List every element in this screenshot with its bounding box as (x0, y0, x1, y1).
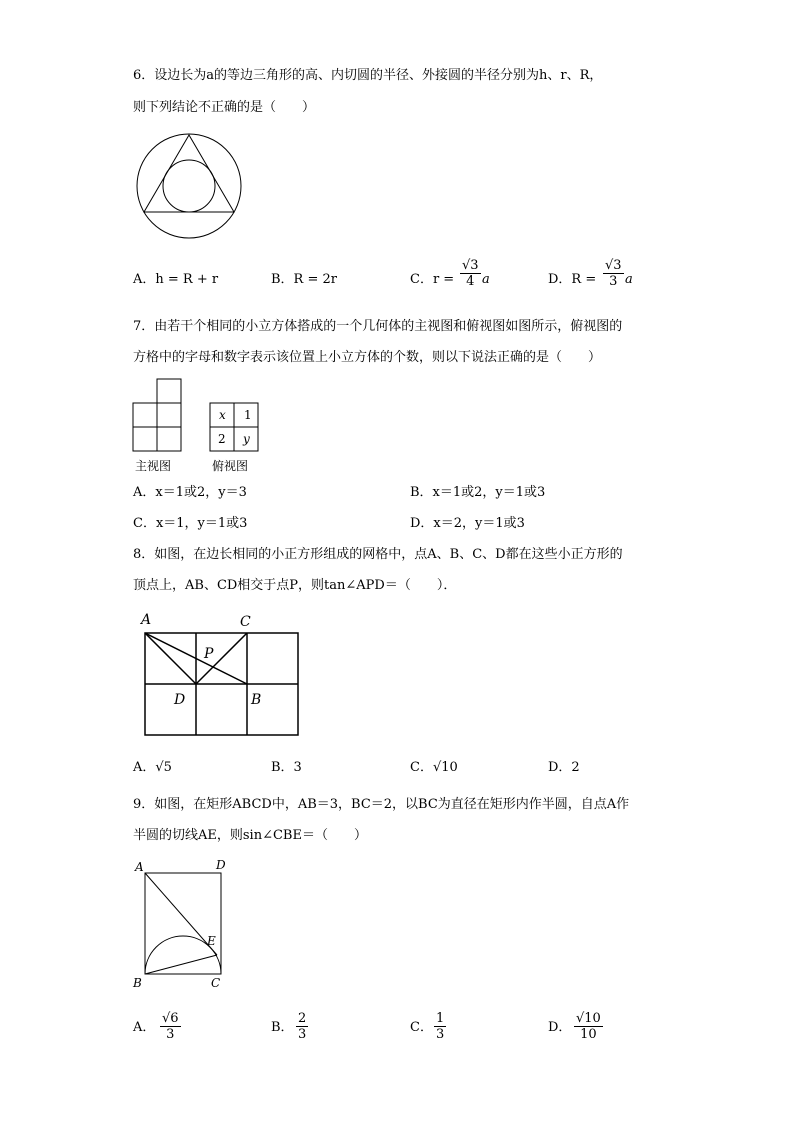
q7-top-view-label: 俯视图 (212, 459, 249, 473)
q9-option-c-prefix: C． (410, 1020, 433, 1035)
q6-option-c-num: √3 (462, 258, 479, 273)
q9-option-a-num: √6 (162, 1011, 179, 1026)
q9-label-b: B (133, 976, 142, 990)
q7-option-a: A．x＝1或2，y＝3 (133, 485, 247, 500)
q9-option-d-num: √10 (576, 1011, 601, 1026)
segment-ad (145, 633, 196, 684)
q6-option-a: A．h = R + r (133, 272, 219, 287)
q7-top-view (209, 402, 261, 454)
q6-option-d-fraction (603, 258, 624, 289)
q8-label-d: D (174, 692, 186, 708)
q6-stem-line1: 6．设边长为a的等边三角形的高、内切圆的半径、外接圆的半径分别为h、r、R， (133, 68, 603, 83)
q6-option-b: B．R = 2r (271, 272, 337, 287)
segment-be (145, 955, 217, 974)
q7-grid-2: 2 (218, 432, 226, 446)
q6-option-d-num: √3 (605, 258, 622, 273)
q7-grid-1: 1 (244, 408, 252, 422)
q9-label-d: D (216, 858, 226, 872)
q8-stem-line2: 顶点上，AB、CD相交于点P，则tan∠APD＝（ ）． (133, 578, 457, 593)
incircle (163, 160, 215, 212)
q9-option-a-prefix: A． (133, 1020, 156, 1035)
q9-option-d-fraction (574, 1011, 603, 1042)
q9-stem-line1: 9．如图，在矩形ABCD中，AB＝3，BC＝2，以BC为直径在矩形内作半圆，自点A作 (133, 797, 630, 812)
q6-option-c-var: a (482, 272, 490, 287)
q9-label-e: E (207, 934, 216, 948)
q9-option-b-den: 3 (298, 1027, 307, 1042)
q7-front-view-label: 主视图 (135, 459, 172, 473)
circumcircle (137, 134, 241, 238)
q9-label-c: C (211, 976, 221, 990)
q6-figure-circles-triangle (135, 130, 245, 240)
q8-label-p: P (204, 646, 214, 662)
q8-stem-line1: 8．如图，在边长相同的小正方形组成的网格中，点A、B、C、D都在这些小正方形的 (133, 547, 623, 562)
q8-option-b: B．3 (271, 760, 302, 775)
q7-stem-line1: 7．由若干个相同的小立方体搭成的一个几何体的主视图和俯视图如图所示，俯视图的 (133, 319, 623, 334)
q7-option-d: D．x＝2，y＝1或3 (410, 516, 525, 531)
q8-option-c: C．√10 (410, 760, 458, 775)
q9-option-c-den: 3 (436, 1027, 445, 1042)
q8-option-a: A．√5 (133, 760, 172, 775)
q8-label-c: C (240, 614, 251, 630)
equilateral-triangle (144, 135, 234, 212)
q9-option-b-prefix: B． (271, 1020, 294, 1035)
q9-option-a-den: 3 (166, 1027, 175, 1042)
q6-option-d-var: a (625, 272, 633, 287)
q7-grid-y: y (243, 432, 250, 446)
q6-option-c-fraction (460, 258, 481, 289)
q8-label-b: B (251, 692, 262, 708)
q8-label-a: A (141, 612, 152, 628)
q9-label-a: A (135, 860, 144, 874)
q9-stem-line2: 半圆的切线AE，则sin∠CBE＝（ ） (133, 828, 367, 843)
q9-option-a-fraction (160, 1011, 181, 1042)
q6-option-d-den: 3 (609, 274, 618, 289)
q9-option-d-prefix: D． (548, 1020, 572, 1035)
q8-option-d: D．2 (548, 760, 580, 775)
q6-option-c-prefix: C．r = (410, 272, 455, 287)
q9-option-d-den: 10 (580, 1027, 597, 1042)
q9-option-c-num: 1 (436, 1011, 445, 1026)
q7-option-b: B．x＝1或2，y＝1或3 (410, 485, 546, 500)
q8-grid-figure (138, 608, 308, 738)
q7-stem-line2: 方格中的字母和数字表示该位置上小立方体的个数，则以下说法正确的是（ ） (133, 350, 602, 365)
q9-rectangle-figure (130, 855, 240, 990)
q7-option-c: C．x＝1，y＝1或3 (133, 516, 248, 531)
q6-stem-line2: 则下列结论不正确的是（ ） (133, 100, 316, 115)
q6-option-d-prefix: D．R = (548, 272, 597, 287)
q9-option-b-fraction (296, 1011, 308, 1042)
q7-grid-x: x (219, 408, 226, 422)
q6-option-c-den: 4 (466, 274, 475, 289)
q7-front-view (132, 378, 184, 454)
q9-option-c-fraction (434, 1011, 446, 1042)
q9-option-b-num: 2 (298, 1011, 307, 1026)
